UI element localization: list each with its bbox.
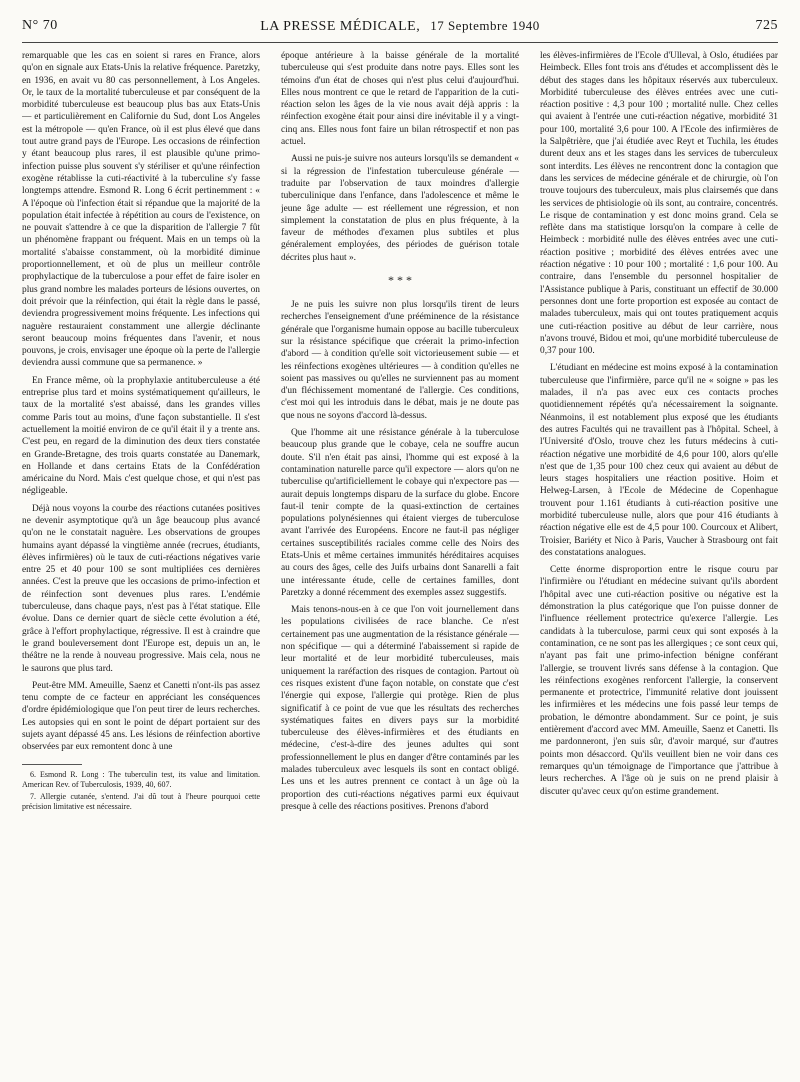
paragraph: remarquable que les cas en soient si rares en France, alors qu'on en signale aux Etats-Unis la relative fréquence. Paretzky, en 1936, en avait vu 80 cas personnellement, à Los Angeles. Or, le taux de la mortalité tuberculeuse et par conséquent de la morbidité tuberculeuse est beaucoup plus bas aux Etats-Unis — et particulièrement en Californie du Sud, dont Los Angeles est la métropole — qu'en France, où il est plus élevé que dans tout autre grand pays de l'Europe. Les occasions de réinfection y étant beaucoup plus rares, il est plausible qu'une primo-infection puisse plus souvent s'y stériliser et qu'une réinfection exogène rétablisse la cuti-réactivité à la tuberculine s'y fasse longtemps attendre. Esmond R. Long 6 écrit pertinemment : « A l'époque où l'infection était si répandue que la majorité de la population était infectée à répétition au cours de l'existence, on ne pouvait s'attendre à ce que la disparition de l'allergie 7 fût un phénomène frappant ou fréquent. Mais en un temps où la mortalité s'abaisse constamment, où la morbidité diminue proportionnellement, et où de plus un meilleur contrôle prophylactique de la tuberculose a pour effet de faire isoler en plus grand nombre les malades porteurs de lésions ouvertes, on doit prévoir que la réinfection, qui était la règle dans le passé, deviendra progressivement moins fréquente. Les infections qui naguère restauraient constamment une allergie déclinante seront beaucoup moins fréquentes dans l'avenir, et nous pouvons, je crois, envisager une époque où la perte de l'allergie deviendra aussi commune que sa permanence. » [22,51,260,369]
section-separator: * * * [388,273,412,288]
page-header [22,18,778,38]
paragraph: Peut-être MM. Ameuille, Saenz et Canetti n'ont-ils pas assez tenu compte de ce facteur en appréciant les conséquences d'ordre épidémiologique que l'on peut tirer de leurs recherches. Les autopsies qui en sont le point de départ portaient sur des sujets ayant dépassé 45 ans. Les lésions de réinfection abortive observées par eux remontent donc à une [22,680,260,753]
page-number-right: 725 [755,18,778,33]
journal-title: LA PRESSE MÉDICALE, [260,19,421,34]
paragraph: époque antérieure à la baisse générale de la mortalité tuberculeuse qui s'est produite dans notre pays. Elles sont les témoins d'un état de choses qui n'est plus celui d'aujourd'hui. Elles nous montrent ce que le retard de l'apparition de la cuti-réaction selon les âges de la vie nous avait déjà appris : la réinfection exogène était pour ainsi dire inévitable il y a vingt-cinq ans. Elles nous font faire un bilan rétrospectif et non pas actuel. [281,51,519,148]
journal-masthead [22,18,778,35]
paragraph: Déjà nous voyons la courbe des réactions cutanées positives ne devenir asymptotique qu'à un âge beaucoup plus avancé qu'on ne le constatait naguère. Les observations de groupes humains ayant dépassé la vingtième année (recrues, étudiants, élèves infirmières) où le taux de cuti-réactions négatives varie entre 25 et 40 pour 100 se sont multipliées ces dernières années. C'est la preuve que les occasions de primo-infection et de réinfection sont devenues plus rares. L'endémie tuberculeuse, dans chaque pays, n'est pas à l'état statique. Elle évolue. Dans ce dernier quart de siècle cette évolution a été, grâce à l'effort prophylactique, régressive. Il est à craindre que le grand bouleversement dont l'Europe est, depuis un an, le théâtre ne la rende à nouveau progressive. Mais cela, nous ne le saurons que plus tard. [22,503,260,674]
paragraph: En France même, où la prophylaxie antituberculeuse a été entreprise plus tard et moins systématiquement qu'ailleurs, le taux de la mortalité s'est abaissé, dans les grandes villes comme Paris tout au moins, d'une façon substantielle. Il s'est actuellement la moitié environ de ce qu'il était il y a trente ans. C'est peu, en regard de la diminution des deux tiers constatée en Grande-Bretagne, des trois quarts constatée au Danemark, en Hollande et dans certains Etats de la Confédération américaine du Nord. Mais c'est quelque chose, et qui n'est pas négligeable. [22,375,260,497]
footnote-rule [22,764,82,765]
header-rule [22,42,778,43]
paragraph: Que l'homme ait une résistance générale à la tuberculose beaucoup plus grande que le cobaye, cela ne souffre aucun doute. S'il n'en était pas ainsi, l'homme qui est exposé à la contamination naturelle parce qu'il expectore — alors qu'on ne tuberculise qu'artificiellement le cobaye qui n'expectore pas — aurait depuis longtemps disparu de la surface du globe. Encore faut-il tenir compte de la quasi-extinction de certaines populations polynésiennes qui étaient vierges de tuberculose avant l'arrivée des Européens. Encore ne faut-il pas négliger certaines susceptibilités raciales comme celle des Noirs des Etats-Unis et même certaines immunités héréditaires acquises au cours des âges, celle des Juifs urbains dont Sanarelli a fait une intéressante étude, celle de certaines familles, dont Paretzky a donné récemment des exemples assez suggestifs. [281,428,519,598]
column-1 [22,50,260,1070]
paragraph: Mais tenons-nous-en à ce que l'on voit journellement dans les populations civilisées de race blanche. Ce n'est certainement pas une augmentation de la résistance générale — non spécifique — qui a déterminé l'abaissement si rapide de leur mortalité et de leur morbidité tuberculeuses, mais uniquement la raréfaction des risques de contagion. Partout où ces risques existent d'une façon notable, on constate que c'est l'énergie qui expose, l'allergie qui protège. Rien de plus significatif à ce point de vue que les résultats des recherches systématiques faites en divers pays sur la morbidité tuberculeuse des élèves-infirmières et des étudiants en médecine, c'est-à-dire des jeunes adultes qui sont professionnellement le plus en danger d'être contaminés par les malades tuberculeux avec lesquels ils sont en contact obligé. Les uns et les autres prennent ce contact à un âge où la proportion des cuti-réactions négatives parmi eux équivaut presque à celle des réactions positives. Prenons d'abord [281,605,519,812]
footnote: 7. Allergie cutanée, s'entend. J'ai dû tout à l'heure pourquoi cette précision limitative est nécessaire. [22,791,260,811]
issue-date: 17 Septembre 1940 [430,18,540,33]
paragraph: Aussi ne puis-je suivre nos auteurs lorsqu'ils se demandent « si la régression de l'infestation tuberculeuse générale — traduite par l'observation de taux moindres d'allergie tuberculinique dans l'enfance, dans l'adolescence et même le jeune âge adulte — est réellement une régression, et non simplement la constatation de plus en plus fréquente, à la faveur de méthodes d'examen plus subtiles et plus généralement employées, des périodes de guérison totale décrites plus haut ». [281,154,519,263]
paragraph: L'étudiant en médecine est moins exposé à la contamination tuberculeuse que l'infirmière, parce qu'il ne « soigne » pas les malades, il n'a pas avec eux ces contacts proches quotidiennement répétés qu'a nécessairement la soignante. Néanmoins, il est notablement plus exposé que les étudiants des autres Facultés qui ne travaillent pas à l'hôpital. Scheel, à l'Université d'Oslo, trouve chez les futurs médecins à cuti-réaction négative une morbidité de 4,6 pour 100, alors qu'elle n'est que de 1,35 pour 100 chez ceux qui avaient au début de leurs stages hospitaliers une réaction positive. Hoim et Helweg-Larsen, à l'Ecole de Médecine de Copenhague trouvent pour 1.161 étudiants à cuti-réaction positive une morbidité tuberculeuse nulle, alors que pour 416 étudiants à réaction négative elle est de 4,5 pour 100. Courcoux et Alibert, Troisier, Bariéty et Nico à Paris, Vaucher à Strasbourg ont fait des constatations analogues. [540,363,778,558]
footnote: 6. Esmond R. Long : The tuberculin test, its value and limitation. American Rev. of Tuberculosis, 1939, 40, 607. [22,769,260,789]
column-2 [281,50,519,1070]
paragraph: les élèves-infirmières de l'Ecole d'Ulleval, à Oslo, étudiées par Heimbeck. Elles font trois ans d'études et accomplissent dès le début des stages dans les hôpitaux réservés aux tuberculeux. Morbidité tuberculeuse des élèves entrées avec une cuti-réaction positive : 4,3 pour 100 ; mortalité nulle. Chez celles qui avaient à l'entrée une cuti-réaction négative, morbidité 31 pour 100, mortalité 3,6 pour 100. A l'Ecole des infirmières de la Salpêtrière, que j'ai étudiée avec Reyt et Tuchila, les études durent deux ans et les stages dans les services de tuberculeux sont interdits. Les élèves ne rencontrent donc la contagion que dans les services de médecine générale et de chirurgie, où l'on trouve toujours des tuberculeux, mais plus clairsemés que dans les services de phtisiologie où ils sont, au contraire, concentrés. Le risque de contamination y est donc moins grand. Cela se reflète dans ma statistique lorsqu'on la compare à celle de Heimbeck : morbidité nulle des élèves entrées avec une cuti-réaction positive ; morbidité des élèves entrées avec une réaction négative : 10 pour 100 ; mortalité : 1,6 pour 100. Au contraire, dans l'ensemble du personnel hospitalier de l'Assistance publique à Paris, constituant un effectif de 30.000 personnes dont une forte proportion est exposée au contact de malades tuberculeux, mais qui ont toutes pratiquement acquis une cuti-réaction positive au début de leur carrière, nous n'avons trouvé, Bidou et moi, qu'une morbidité tuberculeuse de 0,37 pour 100. [540,51,778,357]
paragraph: Cette énorme disproportion entre le risque couru par l'infirmière ou l'étudiant en médecine suivant qu'ils abordent l'hôpital avec une cuti-réaction positive ou négative est la démonstration la plus catégorique que l'on puisse donner de l'influence réellement protectrice qu'exerce l'allergie. Les candidats à la tuberculose, parmi ceux qui sont exposés à la contamination, ce ne sont pas les allergiques ; ce sont ceux qui, n'ayant pas fait une primo-infection bénigne conférant l'allergie, se trouvent livrés sans défense à la contagion. Que les réinfections exogènes renforcent l'allergie, la conservent permanente et protectrice, l'immunité relative dont jouissent les infirmières et les médecins une fois passé leur temps de probation, le démontre abondamment. Sur ce point, je suis entièrement d'accord avec MM. Ameuille, Saenz et Canetti. Ils me pardonneront, j'en suis sûr, d'avoir marqué, sur d'autres points mon désaccord. Qu'ils veuillent bien ne voir dans ces remarques qu'un témoignage de l'importance que j'attribue à leurs recherches. A l'âge où je suis on ne prend plaisir à discuter qu'avec ceux qu'on estime grandement. [540,565,778,797]
column-3 [540,50,778,1070]
page-number-left: N° 70 [22,18,58,33]
paragraph: Je ne puis les suivre non plus lorsqu'ils tirent de leurs recherches l'enseignement d'une prééminence de la résistance générale que l'organisme humain oppose au bacille tuberculeux sur la résistance spécifique que créerait la primo-infection d'abord — à condition qu'elle soit victorieusement subie — et les réinfections exogènes ultérieures — à condition qu'elles ne soient pas massives ou qu'elles ne surviennent pas au moment d'un fléchissement momentané de l'allergie. Ces conditions, c'est moi qui les introduis dans le débat, mais je ne doute pas que nous ne soyons d'accord là-dessus. [281,300,519,421]
